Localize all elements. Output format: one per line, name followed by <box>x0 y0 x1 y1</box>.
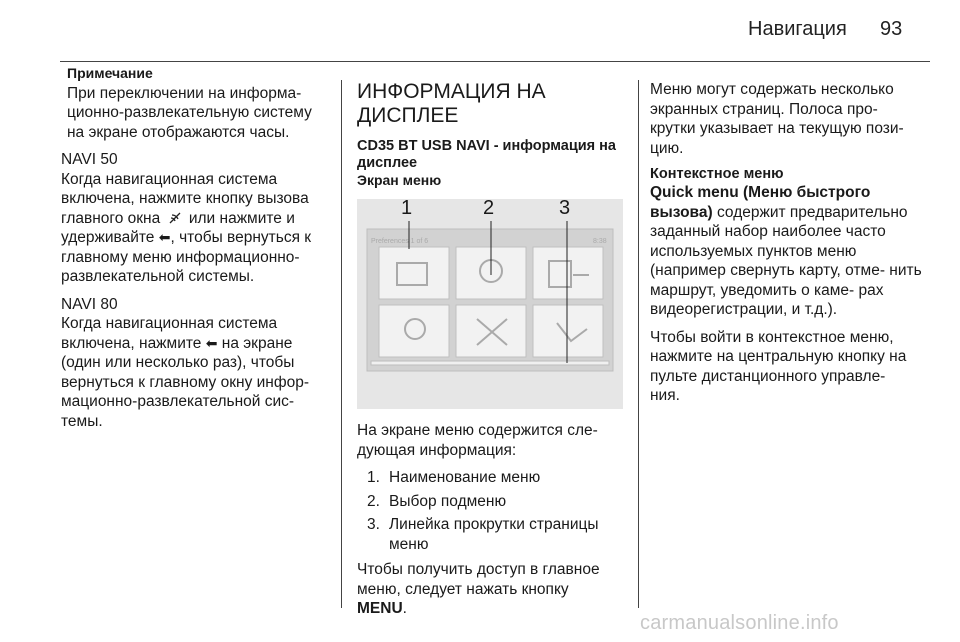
list-number: 2. <box>367 492 380 510</box>
callout-1: 1 <box>401 197 413 219</box>
column-middle <box>357 80 629 627</box>
navi50-section <box>61 150 333 287</box>
page-header-title: Навигация <box>748 18 847 40</box>
body-line <box>61 228 333 248</box>
list-number: 1. <box>367 469 380 486</box>
header-divider <box>60 61 930 62</box>
section-heading: ИНФОРМАЦИЯ НА ДИСПЛЕЕ <box>357 80 546 127</box>
list-item <box>357 468 629 488</box>
body-line <box>61 334 333 354</box>
list-item <box>357 515 629 554</box>
note-line: на экране отображаются часы. <box>67 123 290 141</box>
list-text: Выбор подменю <box>389 492 507 510</box>
section-subheading: CD35 BT USB NAVI - информация на дисплее <box>357 138 616 171</box>
body-line <box>61 209 333 229</box>
page-number: 93 <box>880 18 903 40</box>
note-line: ционно-развлекательную систему <box>67 104 312 121</box>
body-line: нажмите на центральную кнопку на <box>650 348 907 365</box>
body-text: или нажмите и <box>188 209 295 227</box>
body-line: ния. <box>650 387 680 404</box>
note-line: При переключении на информа- <box>67 84 302 102</box>
watermark-text: carmanualsonline.info <box>640 612 839 634</box>
menu-screen-figure <box>357 199 623 409</box>
column-right <box>650 80 930 414</box>
body-line: Чтобы получить доступ в главное <box>357 561 600 578</box>
list-item <box>357 492 629 512</box>
quick-menu-text: содержит предварительно заданный набор наиболее часто используемых пунктов меню (например свернуть карту, отме- нить маршрут, уведомить о каме- рах видеорегистрации, и т.д.). <box>650 203 922 318</box>
body-line: цию. <box>650 139 684 157</box>
body-line: Когда навигационная система <box>61 170 278 188</box>
context-menu-info <box>650 328 930 406</box>
body-line: включена, нажмите кнопку вызова <box>61 190 309 207</box>
list-text: Линейка прокрутки страницы меню <box>389 516 599 553</box>
quick-menu-paragraph <box>650 183 930 320</box>
navi80-section <box>61 295 333 432</box>
list-text: Наименование меню <box>389 469 541 486</box>
screen-time-text: 8:38 <box>593 238 607 245</box>
note-title: Примечание <box>67 65 153 81</box>
menu-outro <box>357 560 629 619</box>
body-line: меню, следует нажать кнопку <box>357 580 569 598</box>
menu-screen-illustration <box>357 199 623 409</box>
body-line: крутки указывает на текущую пози- <box>650 120 904 137</box>
navi50-title: NAVI 50 <box>61 151 118 168</box>
body-line: вернуться к главному окну инфор- <box>61 373 309 391</box>
home-icon <box>168 211 182 225</box>
body-line: MENU. <box>357 600 407 617</box>
body-line: дующая информация: <box>357 441 517 459</box>
body-line: Чтобы войти в контекстное меню, <box>650 328 894 346</box>
body-line: экранных страниц. Полоса про- <box>650 100 878 118</box>
body-line: главному меню информационно- <box>61 248 300 266</box>
menu-intro <box>357 421 629 460</box>
body-line: (один или несколько раз), чтобы <box>61 354 295 371</box>
quick-menu-title: Quick menu (Меню быстрого вызова) <box>650 184 871 221</box>
back-arrow-icon: ⬅ <box>205 334 218 351</box>
context-menu-heading: Контекстное меню <box>650 166 784 182</box>
note-block <box>61 64 333 142</box>
screen-title-text: Preferences 1 of 6 <box>371 238 429 245</box>
navi80-title: NAVI 80 <box>61 295 118 313</box>
menu-button-label: MENU <box>357 600 403 617</box>
body-text: включена, нажмите <box>61 334 202 352</box>
body-line: мационно-развлекательной сис- <box>61 393 295 410</box>
menu-screen-title: Экран меню <box>357 172 442 188</box>
body-line: Когда навигационная система <box>61 315 278 332</box>
column-divider <box>638 80 639 608</box>
column-left <box>61 64 333 439</box>
scroll-info <box>650 80 930 158</box>
callout-3: 3 <box>559 197 571 219</box>
back-arrow-icon: ⬅ <box>158 229 171 245</box>
body-text: удерживайте <box>61 229 155 246</box>
body-text: , чтобы вернуться к <box>170 229 312 246</box>
body-text: на экране <box>221 334 293 352</box>
list-number: 3. <box>367 516 380 533</box>
body-text: главного окна <box>61 209 161 227</box>
body-line: развлекательной системы. <box>61 268 255 285</box>
body-line: На экране меню содержится сле- <box>357 422 598 439</box>
body-line: пульте дистанционного управле- <box>650 367 886 385</box>
callout-2: 2 <box>483 197 495 219</box>
column-divider <box>341 80 342 608</box>
body-line: темы. <box>61 412 103 430</box>
body-line: Меню могут содержать несколько <box>650 81 894 98</box>
